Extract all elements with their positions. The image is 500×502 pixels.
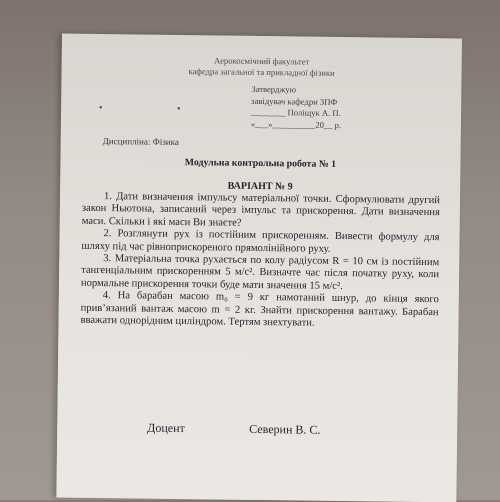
page-title: Модульна контрольна робота № 1 bbox=[184, 157, 337, 170]
task-item: 4. На барабан масою m₀ = 9 кг намотаний шнур, до кінця якого прив’язаний вантаж масою m = 2 кг. Знайти прискорення вантажу. Барабан вважати однорідним циліндром. Тертям знехтувати. bbox=[80, 290, 439, 329]
approval-line-2: завідувач кафедри ЗПФ bbox=[251, 95, 338, 107]
exam-sheet bbox=[56, 34, 462, 502]
approval-line-3: ________ Поліщук А. П. bbox=[251, 106, 341, 118]
faculty-header bbox=[62, 54, 462, 81]
variant-heading: ВАРІАНТ № 9 bbox=[227, 180, 293, 193]
discipline-label: Дисципліна: Фізика bbox=[102, 136, 179, 147]
task-item: 2. Розглянути рух із постійним прискоренням. Вивести формулу для шляху під час рівноприскореного прямолінійного руху. bbox=[81, 228, 440, 255]
task-list bbox=[80, 191, 440, 332]
margin-mark: ▪ bbox=[99, 102, 103, 113]
faculty-name: Аерокосмічний факультет bbox=[214, 55, 310, 67]
margin-mark: ▪ bbox=[177, 102, 181, 114]
task-item: 3. Матеріальна точка рухається по колу радіусом R = 10 см із постійним тангенціальним прискоренням 5 м/с². Визначте час після початку руху, коли нормальне прискорення точки буде мати значення 15 м/с². bbox=[80, 253, 440, 292]
approval-line-1: Затверджую bbox=[251, 83, 297, 95]
signature-position: Доцент bbox=[147, 420, 185, 436]
signature-name: Северин В. С. bbox=[249, 421, 321, 437]
department-name: кафедра загальної та прикладної фізики bbox=[188, 66, 335, 78]
approval-block bbox=[251, 84, 342, 131]
task-item: 1. Дати визначення імпульсу матеріальної точки. Сформулювати другий закон Ньютона, записаний через імпульс та прискорення. Дати визначення маси. Скільки і які маси Ви знаєте? bbox=[81, 191, 441, 229]
approval-line-4: «___»__________20__ р. bbox=[250, 118, 342, 130]
